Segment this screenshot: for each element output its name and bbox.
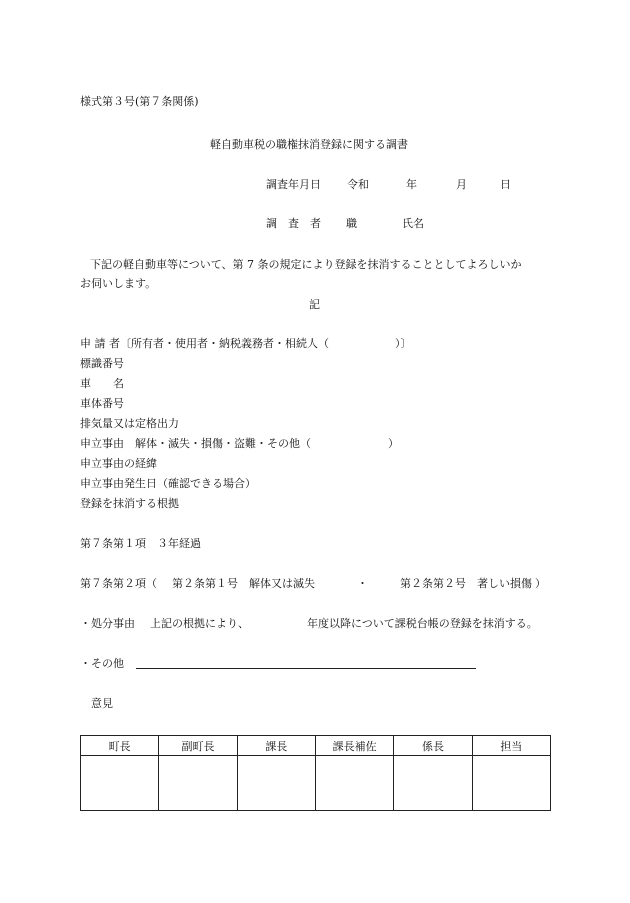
disposal-text-2: 年度以降について課税台帳の登録を抹消する。 (307, 617, 538, 630)
approval-header-deputy-mayor: 副町長 (159, 736, 237, 756)
survey-date-label: 調査年月日 (266, 178, 321, 191)
basis2-prefix: 第７条第２項（ (80, 577, 157, 590)
disposal-label: ・処分事由 (80, 617, 135, 630)
document-title: 軽自動車税の職権抹消登録に関する調書 (210, 138, 408, 151)
item-chassis-number: 車体番号 (80, 397, 124, 410)
other-label: ・その他 (80, 657, 124, 670)
form-number: 様式第３号(第７条関係) (80, 95, 199, 108)
stamp-cell-staff[interactable] (472, 756, 550, 811)
basis-article7-1: 第７条第１項 ３年経過 (80, 537, 201, 550)
disposal-text-1: 上記の根拠により、 (150, 617, 249, 630)
stamp-cell-deputy-mayor[interactable] (159, 756, 237, 811)
basis2-option1: 第２条第１号 解体又は滅失 (172, 577, 315, 590)
approval-header-mayor: 町長 (81, 736, 159, 756)
approval-header-assistant-chief: 課長補佐 (315, 736, 393, 756)
stamp-cell-section-chief[interactable] (237, 756, 315, 811)
item-reason-history: 申立事由の経緯 (80, 457, 157, 470)
survey-date-year-unit: 年 (406, 178, 417, 191)
item-applicant: 申 請 者〔所有者・使用者・納税義務者・相続人（ ）〕 (80, 337, 412, 350)
item-occurrence-date: 申立事由発生日（確認できる場合） (80, 477, 256, 490)
survey-date-era: 令和 (347, 178, 369, 191)
approval-header-staff: 担当 (472, 736, 550, 756)
item-plate-number: 標識番号 (80, 357, 124, 370)
basis2-option2: 第２条第２号 著しい損傷 (400, 577, 532, 590)
surveyor-name: 氏名 (402, 217, 424, 230)
item-vehicle-name: 車 名 (80, 377, 124, 390)
approval-header-subsection-chief: 係長 (394, 736, 472, 756)
approval-header-section-chief: 課長 (237, 736, 315, 756)
item-displacement: 排気量又は定格出力 (80, 417, 179, 430)
intro-line-1: 下記の軽自動車等について、第 7 条の規定により登録を抹消することとしてよろしいか (90, 258, 522, 271)
stamp-cell-subsection-chief[interactable] (394, 756, 472, 811)
basis2-suffix: ） (535, 577, 546, 590)
surveyor-label: 調 査 者 (266, 217, 321, 230)
survey-date-month-unit: 月 (456, 178, 467, 191)
surveyor-position: 職 (346, 217, 357, 230)
stamp-cell-mayor[interactable] (81, 756, 159, 811)
item-reason: 申立事由 解体・滅失・損傷・盗難・その他（ ） (80, 437, 399, 450)
ki-heading: 記 (309, 298, 320, 311)
intro-line-2: お伺いします。 (80, 277, 157, 290)
stamp-cell-assistant-chief[interactable] (315, 756, 393, 811)
basis2-separator: ・ (357, 577, 368, 590)
other-input-line[interactable] (136, 668, 476, 669)
survey-date-day-unit: 日 (500, 178, 511, 191)
opinion-label: 意見 (91, 697, 113, 710)
item-basis: 登録を抹消する根拠 (80, 497, 179, 510)
approval-stamp-table (80, 735, 551, 811)
